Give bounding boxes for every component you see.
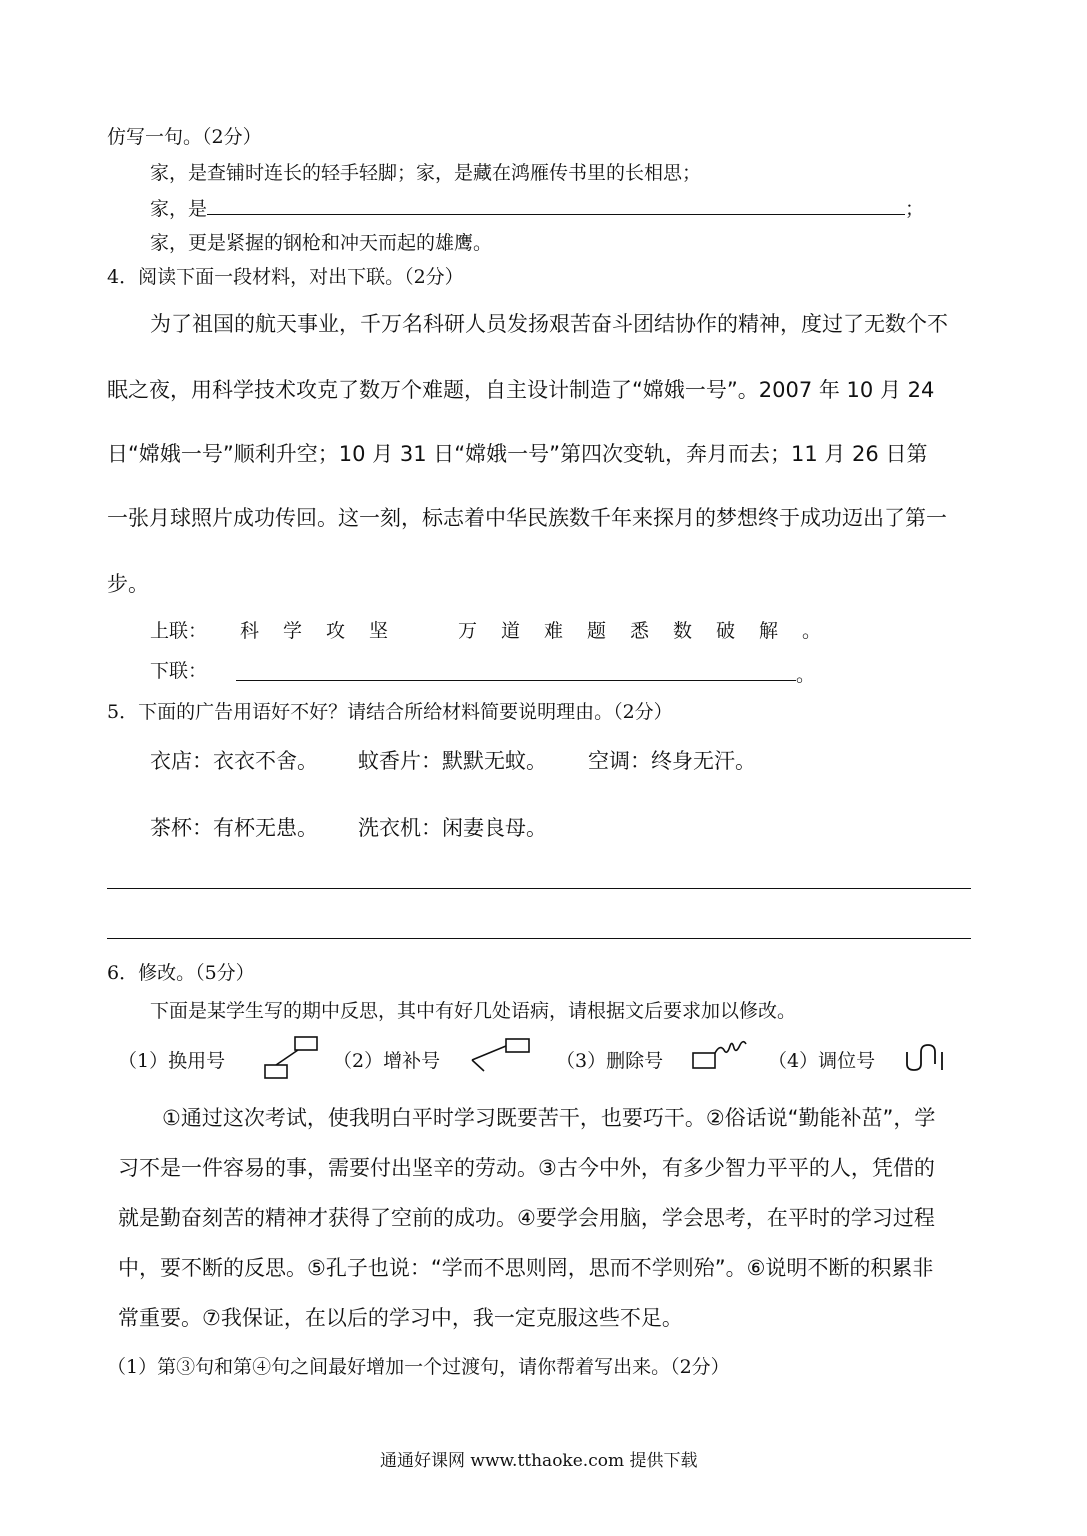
- q3-line2: [150, 194, 924, 221]
- q3-line3: 家，更是紧握的钢枪和冲天而起的雄鹰。: [150, 232, 493, 254]
- q6-mark-label: （1）换用号: [118, 1050, 226, 1072]
- q3-intro: 仿写一句。（2分）: [107, 126, 262, 148]
- q6-para-line: ①通过这次考试，使我明白平时学习既要苦干，也要巧干。②俗话说“勤能补茁”，学: [162, 1106, 936, 1130]
- q6-heading: 6．修改。（5分）: [107, 962, 255, 984]
- q4-lower-blank[interactable]: [236, 662, 796, 681]
- q5-heading: 5．下面的广告用语好不好？请结合所给材料简要说明理由。（2分）: [107, 701, 673, 723]
- q4-para-line: 眠之夜，用科学技术攻克了数万个难题，自主设计制造了“嫦娥一号”。2007 年 10 月 24: [107, 378, 935, 402]
- transpose-mark-icon: [904, 1040, 952, 1074]
- q4-para-line: 日“嫦娥一号”顺利升空；10 月 31 日“嫦娥一号”第四次变轨，奔月而去；11 月 26 日第: [107, 442, 928, 466]
- q6-para-line: 常重要。⑦我保证，在以后的学习中，我一定克服这些不足。: [118, 1306, 683, 1330]
- q4-lower-blank-row: [236, 660, 815, 687]
- delete-mark-icon: [690, 1036, 752, 1074]
- q6-sub1: （1）第③句和第④句之间最好增加一个过渡句，请你帮着写出来。（2分）: [107, 1356, 730, 1378]
- q6-para-line: 就是勤奋刻苦的精神才获得了空前的成功。④要学会用脑，学会思考，在平时的学习过程: [118, 1206, 935, 1230]
- q5-answer-line[interactable]: [107, 938, 971, 939]
- q5-ad-item: 空调：终身无汗。: [588, 749, 756, 773]
- q4-lower-end: 。: [796, 664, 816, 686]
- q4-upper-part-b: 万道难题悉数破解。: [458, 620, 846, 642]
- q6-intro: 下面是某学生写的期中反思，其中有好几处语病，请根据文后要求加以修改。: [150, 1000, 797, 1022]
- q5-ad-item: 衣店：衣衣不舍。: [150, 749, 318, 773]
- q4-para-line: 为了祖国的航天事业，千万名科研人员发扬艰苦奋斗团结协作的精神，度过了无数个不: [150, 312, 948, 336]
- q5-answer-line[interactable]: [107, 888, 971, 889]
- q4-lower-label: 下联：: [150, 660, 208, 682]
- q4-para-line: 步。: [107, 572, 149, 596]
- q6-para-line: 习不是一件容易的事，需要付出坚辛的劳动。③古今中外，有多少智力平平的人，凭借的: [118, 1156, 935, 1180]
- q6-mark-label: （2）增补号: [333, 1050, 441, 1072]
- q3-line1: 家，是查铺时连长的轻手轻脚；家，是藏在鸿雁传书里的长相思；: [150, 162, 702, 184]
- q4-para-line: 一张月球照片成功传回。这一刻，标志着中华民族数千年来探月的梦想终于成功迈出了第一: [107, 506, 947, 530]
- q4-upper-part-a: 科学攻坚: [240, 620, 413, 642]
- q3-answer-blank[interactable]: [207, 196, 905, 215]
- q5-ad-item: 蚊香片：默默无蚊。: [358, 749, 547, 773]
- swap-mark-icon: [262, 1036, 320, 1080]
- q3-line2-prefix: 家，是: [150, 198, 208, 220]
- q6-mark-label: （4）调位号: [768, 1050, 876, 1072]
- page-footer: 通通好课网 www.tthaoke.com 提供下载: [380, 1451, 698, 1471]
- q5-ad-item: 茶杯：有杯无患。: [150, 816, 318, 840]
- q5-ad-item: 洗衣机：闲妻良母。: [358, 816, 547, 840]
- q3-line2-end: ；: [905, 198, 925, 220]
- q6-para-line: 中，要不断的反思。⑤孔子也说：“学而不思则罔，思而不学则殆”。⑥说明不断的积累非: [118, 1256, 934, 1280]
- q4-upper-label: 上联：: [150, 620, 208, 642]
- q4-heading: 4．阅读下面一段材料，对出下联。（2分）: [107, 266, 464, 288]
- insert-mark-icon: [470, 1036, 532, 1074]
- q6-mark-label: （3）删除号: [556, 1050, 664, 1072]
